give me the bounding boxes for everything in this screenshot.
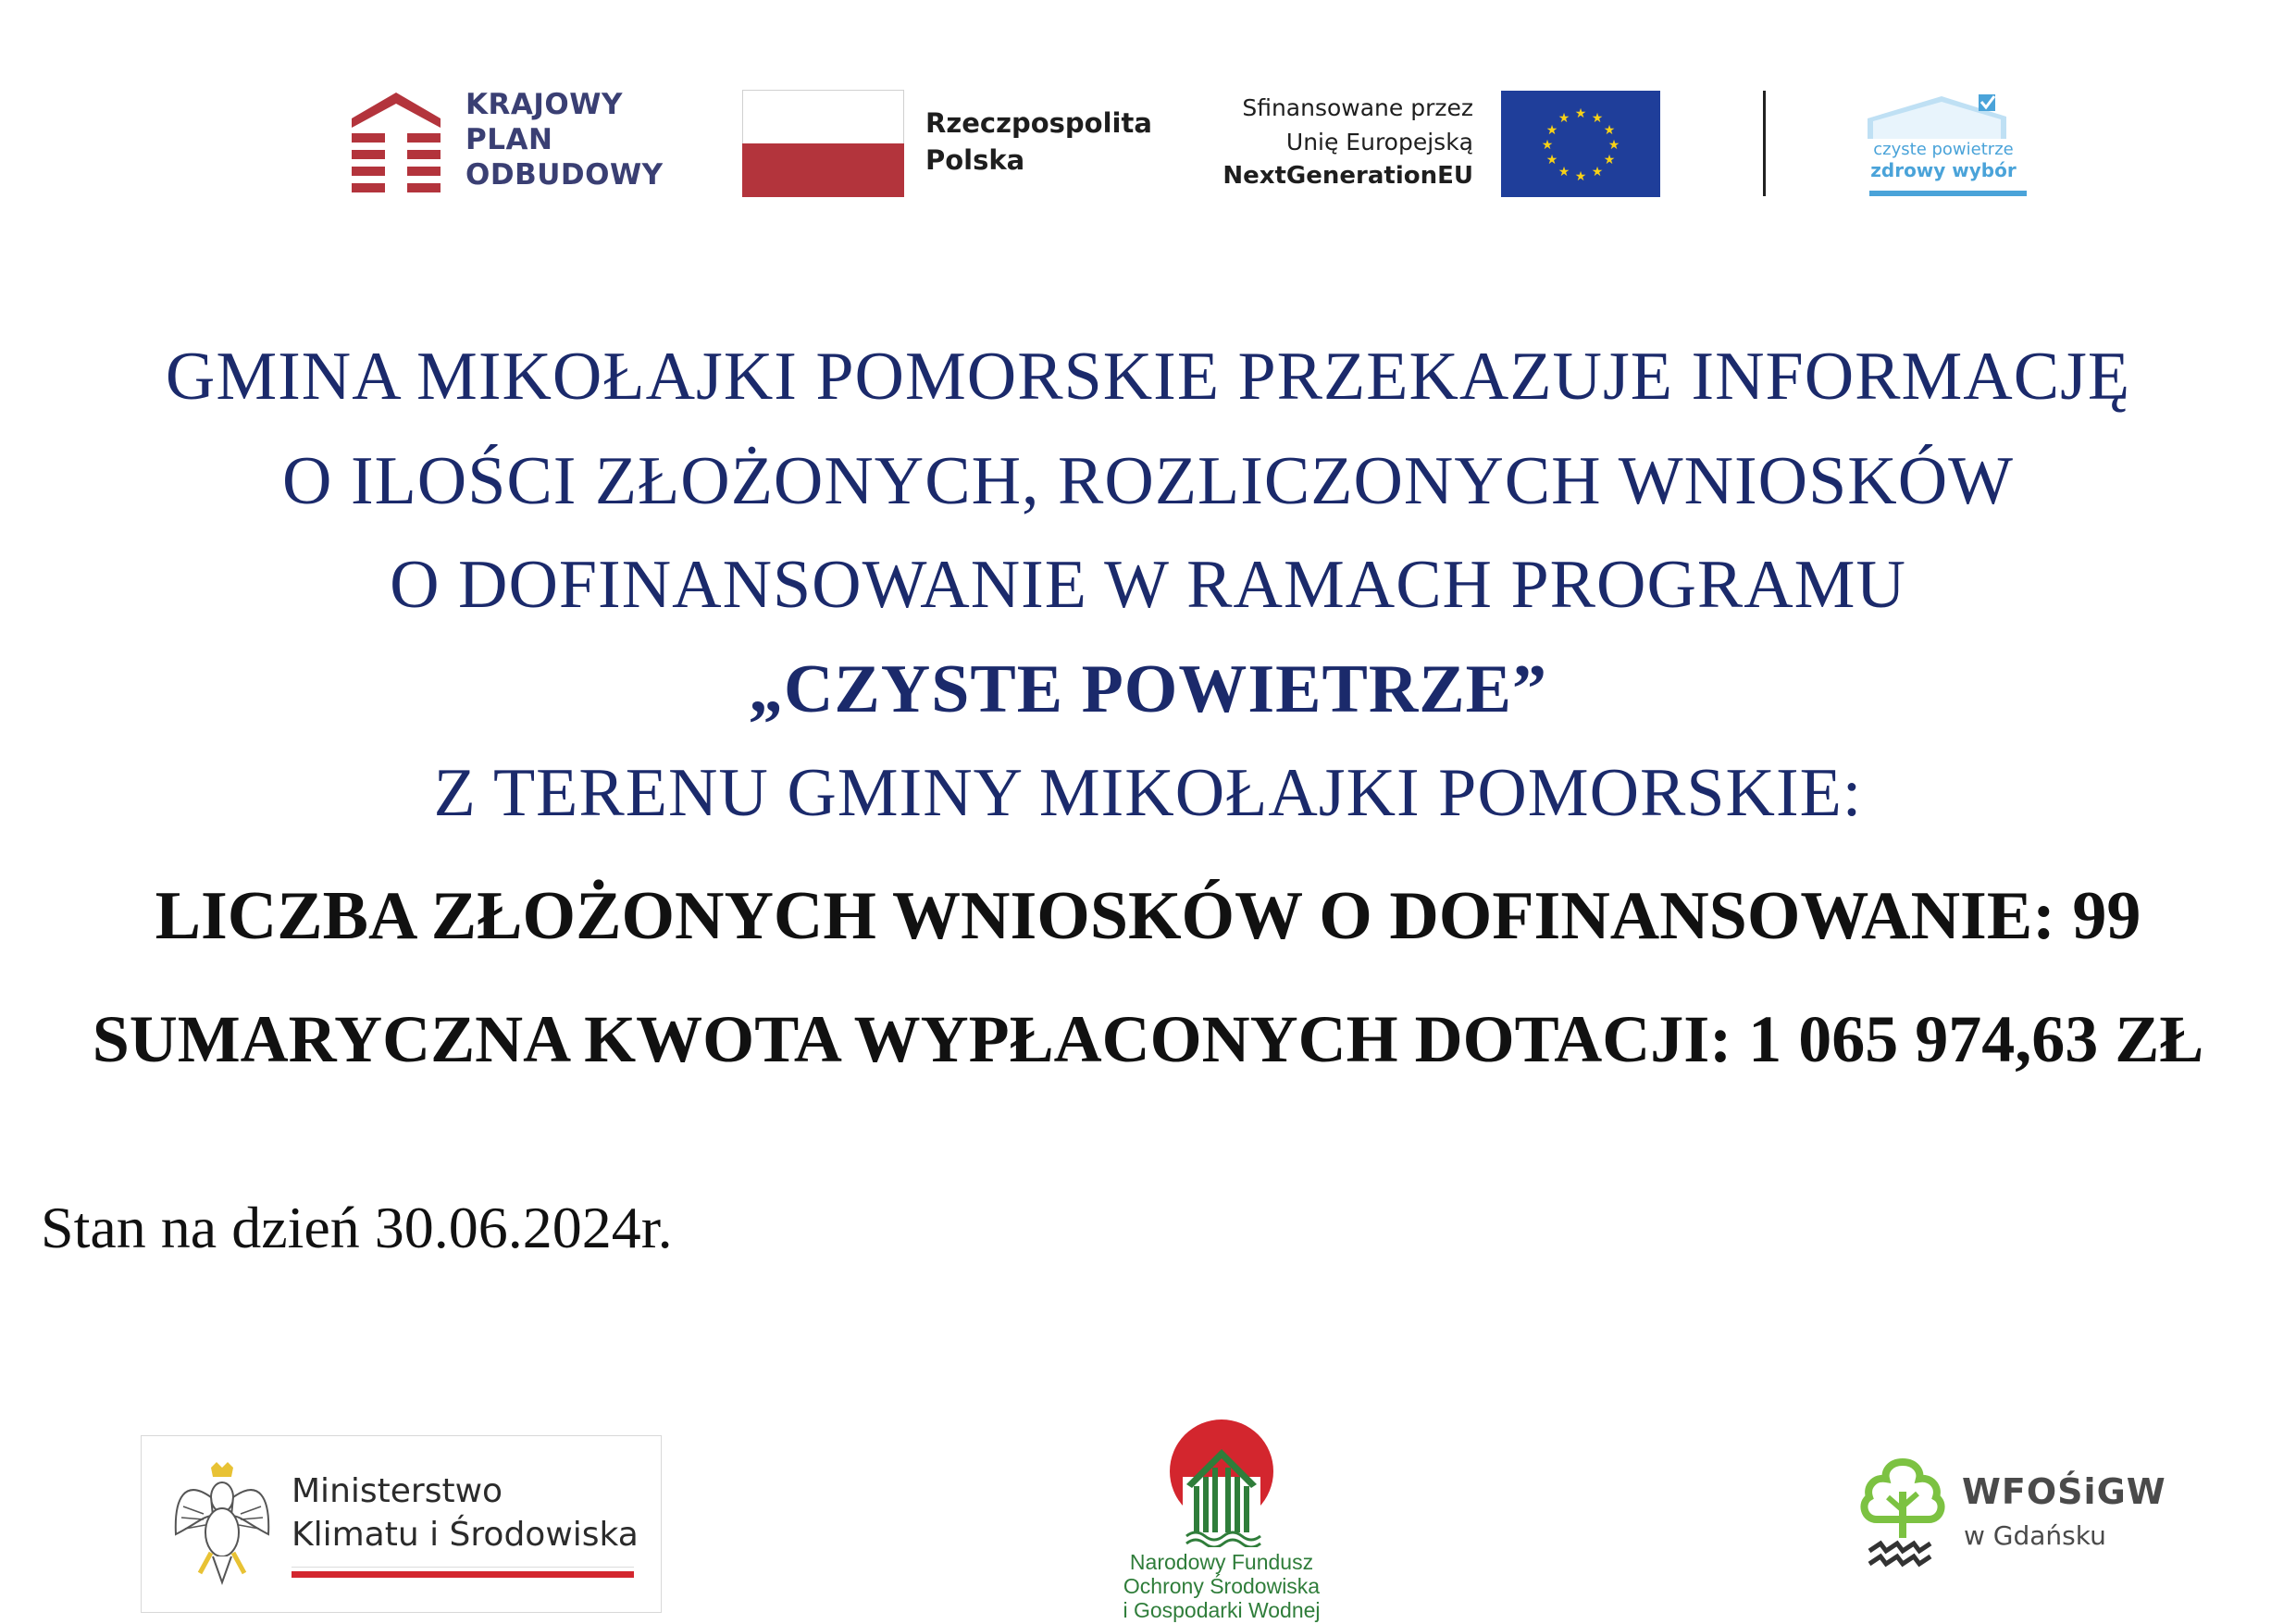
svg-text:★: ★: [1591, 165, 1604, 180]
polish-eagle-icon: [167, 1460, 278, 1590]
svg-text:★: ★: [1545, 153, 1558, 167]
ministry-logo-text: Ministerstwo Klimatu i Środowiska: [292, 1472, 639, 1554]
applications-count: LICZBA ZŁOŻONYCH WNIOSKÓW O DOFINANSOWANIE: 99: [155, 878, 2141, 954]
eu-funding-text: Sfinansowane przez Unię Europejską NextGenerationEU: [1222, 94, 1473, 190]
nfosigw-logo-icon: [1164, 1418, 1279, 1547]
svg-text:★: ★: [1574, 169, 1587, 184]
heading-line-2: O ILOŚCI ZŁOŻONYCH, ROZLICZONYCH WNIOSKÓW: [282, 443, 2014, 519]
svg-text:★: ★: [1603, 153, 1616, 167]
svg-text:★: ★: [1607, 138, 1620, 153]
polish-flag-icon: [742, 90, 904, 197]
svg-text:★: ★: [1541, 138, 1554, 153]
heading-line-5: Z TERENU GMINY MIKOŁAJKI POMORSKIE:: [433, 755, 1863, 831]
logo-divider: [1763, 91, 1766, 196]
heading-line-1: GMINA MIKOŁAJKI POMORSKIE PRZEKAZUJE INFORMACJĘ: [165, 339, 2131, 415]
wfosigw-logo-subtitle: w Gdańsku: [1964, 1520, 2106, 1551]
czyste-powietrze-underline: [1869, 191, 2027, 196]
kpo-logo-icon: [348, 91, 444, 196]
total-amount: SUMARYCZNA KWOTA WYPŁACONYCH DOTACJI: 1 065 974,63 ZŁ: [92, 1002, 2204, 1076]
czyste-powietrze-house-icon: [1868, 91, 2025, 139]
kpo-logo-text: KRAJOWY PLAN ODBUDOWY: [465, 88, 664, 192]
svg-text:★: ★: [1591, 111, 1604, 126]
czyste-powietrze-logo-text: czyste powietrze zdrowy wybór: [1870, 140, 2017, 181]
svg-text:★: ★: [1574, 106, 1587, 121]
status-date: Stan na dzień 30.06.2024r.: [41, 1195, 673, 1260]
nfosigw-logo-text: Narodowy Fundusz Ochrony Środowiska i Gospodarki Wodnej: [1123, 1550, 1321, 1622]
svg-text:★: ★: [1603, 123, 1616, 138]
rp-logo-text: Rzeczpospolita Polska: [925, 107, 1152, 176]
ministry-flag-stripe-red: [292, 1571, 634, 1578]
svg-text:★: ★: [1558, 111, 1570, 126]
wfosigw-logo-title: WFOŚiGW: [1962, 1471, 2166, 1512]
eu-flag-icon: [1501, 91, 1660, 197]
heading-line-3: O DOFINANSOWANIE W RAMACH PROGRAMU: [390, 547, 1906, 623]
svg-text:★: ★: [1558, 165, 1570, 180]
svg-text:★: ★: [1545, 123, 1558, 138]
program-name: „CZYSTE POWIETRZE”: [748, 651, 1548, 727]
wfosigw-tree-icon: [1856, 1455, 1949, 1569]
